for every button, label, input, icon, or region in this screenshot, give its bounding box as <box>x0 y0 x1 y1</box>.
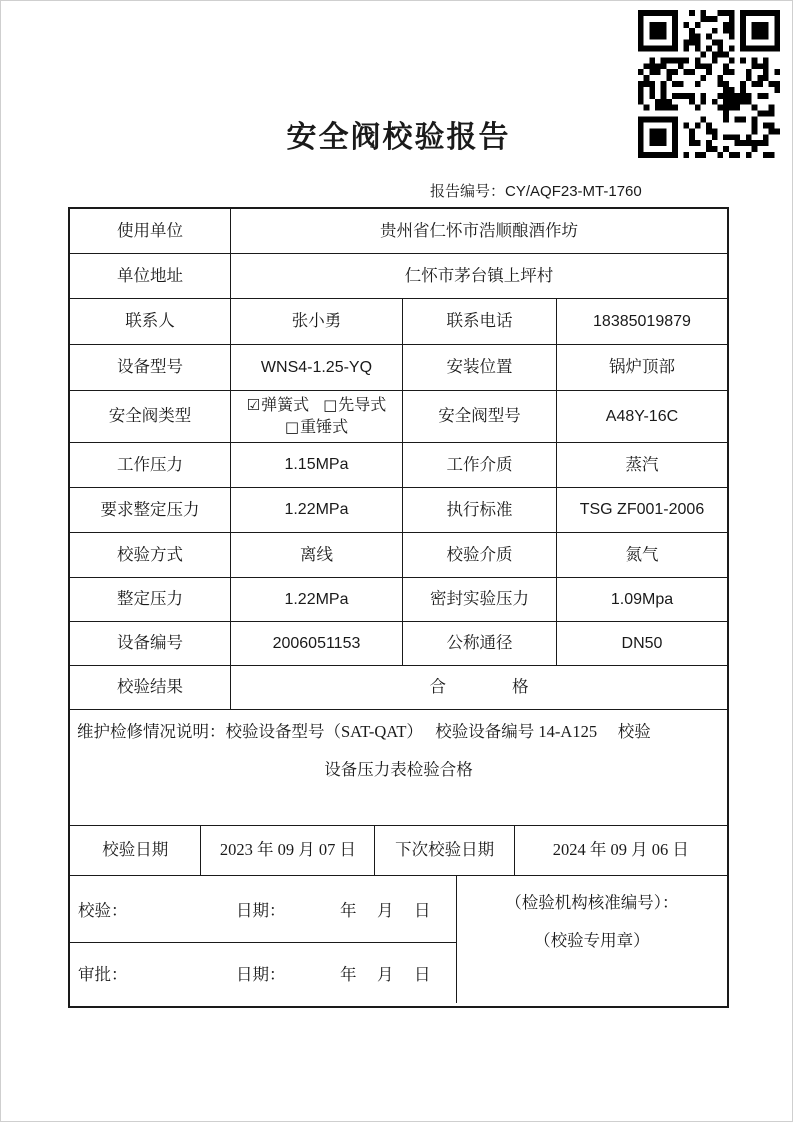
nominal-diameter-value: DN50 <box>557 622 727 666</box>
calib-medium-label: 校验介质 <box>403 533 557 578</box>
maintenance-note-line2: 设备压力表检验合格 <box>324 759 473 779</box>
phone-value: 18385019879 <box>557 299 727 345</box>
device-model-value: WNS4-1.25-YQ <box>231 345 403 391</box>
next-calib-date-value: 2024 年 09 月 06 日 <box>515 826 727 876</box>
device-no-label: 设备编号 <box>70 622 231 666</box>
stamp-seal-label: （校验专用章） <box>534 931 650 950</box>
signature-row-calibrator <box>70 876 456 943</box>
result-label: 校验结果 <box>70 666 231 710</box>
row-contact <box>70 299 727 345</box>
valve-type-option-spring <box>247 396 309 416</box>
maintenance-note <box>70 710 727 826</box>
stamp-area <box>457 876 727 1003</box>
row-calib-method <box>70 533 727 578</box>
calib-date-label: 校验日期 <box>70 826 201 876</box>
row-work-pressure <box>70 443 727 488</box>
standard-label: 执行标准 <box>403 488 557 533</box>
row-use-unit <box>70 209 727 254</box>
signature-block <box>70 876 457 1003</box>
valve-type-option-spring-label: 弹簧式 <box>261 396 310 414</box>
approver-ymd-label: 年 月 日 <box>340 965 433 984</box>
address-value: 仁怀市茅台镇上坪村 <box>231 254 727 299</box>
valve-type-option-pilot <box>323 396 386 416</box>
phone-label: 联系电话 <box>403 299 557 345</box>
report-number <box>430 180 642 201</box>
approver-sign-label: 审批： <box>78 965 128 984</box>
valve-type-option-weight <box>285 418 348 438</box>
report-number-value: CY/AQF23-MT-1760 <box>505 183 642 200</box>
calib-date-value: 2023 年 09 月 07 日 <box>201 826 375 876</box>
calib-method-label: 校验方式 <box>70 533 231 578</box>
work-pressure-label: 工作压力 <box>70 443 231 488</box>
checkbox-unchecked-icon: □ <box>323 396 338 415</box>
use-unit-label: 使用单位 <box>70 209 231 254</box>
row-result <box>70 666 727 710</box>
calibrator-ymd-label: 年 月 日 <box>340 901 433 920</box>
report-table <box>68 207 729 1008</box>
set-pressure-label: 整定压力 <box>70 578 231 622</box>
calib-method-value: 离线 <box>231 533 403 578</box>
valve-type-label: 安全阀类型 <box>70 391 231 443</box>
seal-test-pressure-label: 密封实验压力 <box>403 578 557 622</box>
work-medium-label: 工作介质 <box>403 443 557 488</box>
standard-value: TSG ZF001-2006 <box>557 488 727 533</box>
next-calib-date-label: 下次校验日期 <box>375 826 514 876</box>
device-no-value: 2006051153 <box>231 622 403 666</box>
qr-code-icon <box>638 10 780 158</box>
calibrator-sign-label: 校验： <box>78 901 128 920</box>
device-model-label: 设备型号 <box>70 345 231 391</box>
address-label: 单位地址 <box>70 254 231 299</box>
row-required-set-pressure <box>70 488 727 533</box>
checkbox-unchecked-icon: □ <box>284 418 300 437</box>
valve-model-value: A48Y-16C <box>557 391 727 443</box>
contact-value: 张小勇 <box>231 299 403 345</box>
valve-type-option-weight-label: 重锤式 <box>300 418 349 436</box>
row-maintenance <box>70 710 727 826</box>
row-device-no <box>70 622 727 666</box>
required-set-pressure-value: 1.22MPa <box>231 488 403 533</box>
calib-medium-value: 氮气 <box>557 533 727 578</box>
maintenance-note-line1: 维护检修情况说明：校验设备型号（SAT-QAT） 校验设备编号 14-A125 校验 <box>77 722 651 741</box>
row-signatures <box>70 876 727 1003</box>
row-address <box>70 254 727 299</box>
contact-label: 联系人 <box>70 299 231 345</box>
result-value: 合 格 <box>231 666 727 710</box>
page-title: 安全阀校验报告 <box>286 121 511 154</box>
work-medium-value: 蒸汽 <box>557 443 727 488</box>
install-pos-label: 安装位置 <box>403 345 557 391</box>
signature-row-approver <box>70 943 456 1003</box>
valve-type-option-pilot-label: 先导式 <box>338 396 387 414</box>
report-number-label: 报告编号： <box>430 184 506 200</box>
use-unit-value: 贵州省仁怀市浩顺酿酒作坊 <box>231 209 727 254</box>
set-pressure-value: 1.22MPa <box>231 578 403 622</box>
nominal-diameter-label: 公称通径 <box>403 622 557 666</box>
valve-type-options <box>231 391 403 443</box>
work-pressure-value: 1.15MPa <box>231 443 403 488</box>
row-calib-date <box>70 826 727 876</box>
valve-model-label: 安全阀型号 <box>403 391 557 443</box>
row-set-pressure <box>70 578 727 622</box>
seal-test-pressure-value: 1.09Mpa <box>557 578 727 622</box>
row-device-model <box>70 345 727 391</box>
calibrator-date-label: 日期： <box>236 901 286 920</box>
checkbox-checked-icon: ☑ <box>246 396 261 415</box>
install-pos-value: 锅炉顶部 <box>557 345 727 391</box>
row-valve-type <box>70 391 727 443</box>
approver-date-label: 日期： <box>236 965 286 984</box>
stamp-approval-no-label: （检验机构核准编号）： <box>505 893 679 912</box>
required-set-pressure-label: 要求整定压力 <box>70 488 231 533</box>
